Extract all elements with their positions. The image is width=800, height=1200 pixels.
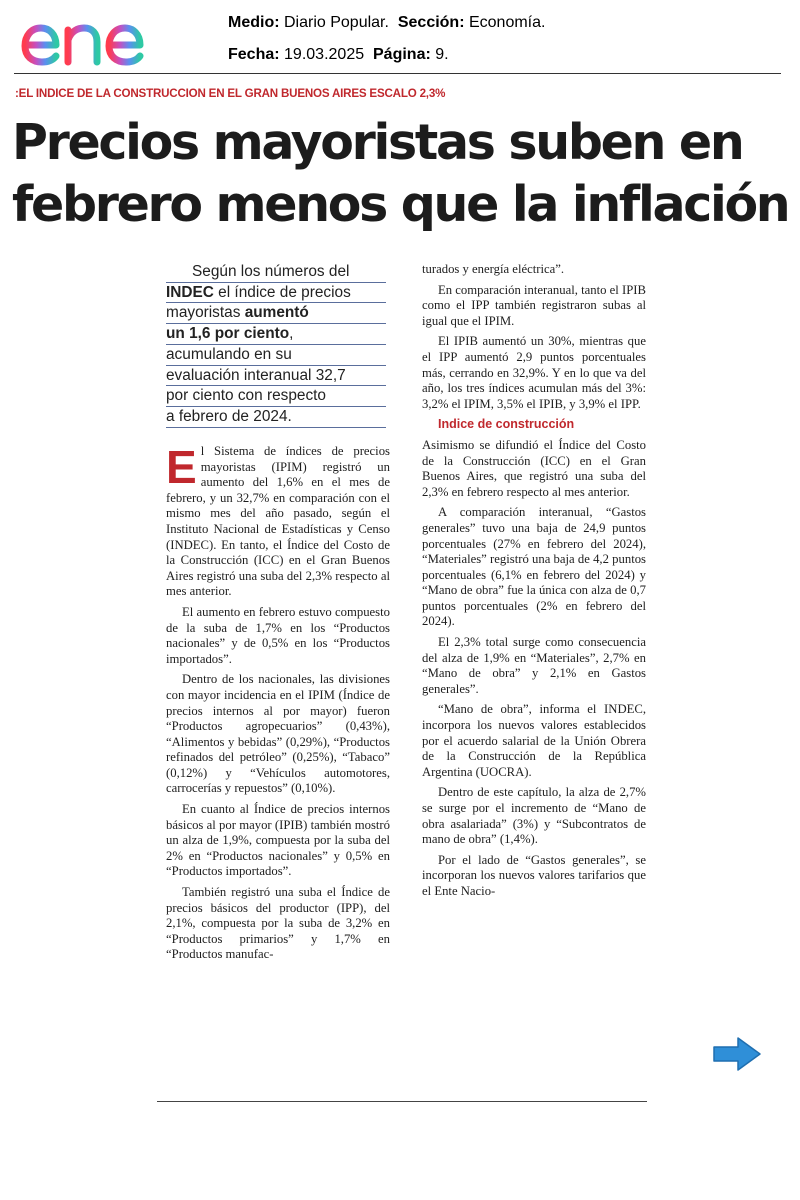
fecha-value: 19.03.2025 <box>284 46 365 63</box>
lead-line <box>166 303 386 324</box>
meta-line-2 <box>228 45 449 65</box>
paragraph <box>166 441 390 600</box>
paragraph: El 2,3% total surge como consecuencia del alza de 1,9% en “Materiales”, 2,7% en “Mano de obra” y 2,1% en Gastos generales”. <box>422 635 646 696</box>
medio-value: Diario Popular. <box>284 14 389 31</box>
seccion-value: Economía. <box>468 14 546 31</box>
paragraph: turados y energía eléctrica”. <box>422 262 565 276</box>
lead-line: acumulando en su <box>166 345 386 366</box>
lead-line <box>166 324 386 345</box>
paragraph-text: l Sistema de índices de precios mayoristas (IPIM) registró un aumento del 1,6% en el mes de febrero, y un 32,7% en comparación con el mismo mes del año pasado, según el Instituto Nacional de Estadísticas y Censo (INDEC). En tanto, el Índice del Costo de la Construcción (ICC) en el Gran Buenos Aires registró una suba del 2,3% respecto al mes anterior. <box>166 444 390 599</box>
pagina-value: 9. <box>435 46 449 63</box>
paragraph: Asimismo se difundió el Índice del Costo de la Construcción (ICC) en el Gran Buenos Aires, que registró una suba del 2,3% en febrero respecto al mes anterior. <box>422 437 646 499</box>
paragraph: El IPIB aumentó un 30%, mientras que el IPP aumentó 2,9 puntos porcentuales más, cerrando en 32,9%. Y en lo que va del año, los tres índices acumulan más del 3%: 3,2% el IPIM, 3,5% el IPIB, y 3,9% el IPP. <box>422 334 646 411</box>
footer-divider <box>157 1101 647 1102</box>
lead-bold: un 1,6 por ciento <box>166 325 290 343</box>
lead-line: por ciento con respecto <box>166 386 386 407</box>
paragraph: Por el lado de “Gastos generales”, se incorporan los nuevos valores tarifarios que el Ente Nacio- <box>422 852 646 898</box>
lead-line: a febrero de 2024. <box>166 407 386 428</box>
meta-line-1 <box>228 13 545 33</box>
section-subhead: Indice de construcción <box>438 417 575 432</box>
article-lead <box>166 262 386 428</box>
seccion-label: Sección: <box>397 14 465 31</box>
article-column-2 <box>422 262 646 905</box>
headline-line-2: febrero menos que la inflación <box>12 176 789 233</box>
dropcap: E <box>166 441 197 493</box>
paragraph: A comparación interanual, “Gastos generales” tuvo una baja de 24,9 puntos porcentuales (27% en febrero del 2024), “Materiales” registró una baja de 4,2 puntos porcentuales (6,1% en febrero del 2024) y “Mano de obra” fue la única con alza de 0,7 puntos porcentuales (2% en febrero del 2024). <box>422 505 646 629</box>
paragraph: El aumento en febrero estuvo compuesto de la suba de 1,7% en los “Productos nacionales” y de 0,5% en los “Productos importados”. <box>166 604 390 666</box>
lead-line: evaluación interanual 32,7 <box>166 366 386 387</box>
lead-line: Según los números del <box>166 262 386 283</box>
lead-line <box>166 283 386 304</box>
lead-text: el índice de precios <box>213 283 351 301</box>
lead-text: , <box>289 325 294 343</box>
header-divider <box>14 73 781 74</box>
paragraph: En comparación interanual, tanto el IPIB como el IPP también registraron subas al igual que el IPIM. <box>422 282 646 328</box>
article-headline <box>12 112 787 236</box>
paragraph: “Mano de obra”, informa el INDEC, incorpora los nuevos valores establecidos por el acuerdo salarial de la Unión Obrera de la Construcción de la República Argentina (UOCRA). <box>422 702 646 779</box>
paragraph: Dentro de este capítulo, la alza de 2,7% se surge por el incremento de “Mano de obra asalariada” (3%) y “Subcontratos de mano de obra” (1,4%). <box>422 785 646 847</box>
pagina-label: Página: <box>373 46 431 63</box>
arrow-right-icon[interactable] <box>712 1036 762 1072</box>
article-kicker: :EL INDICE DE LA CONSTRUCCION EN EL GRAN BUENOS AIRES ESCALO 2,3% <box>15 87 446 100</box>
paragraph: Dentro de los nacionales, las divisiones con mayor incidencia en el IPIM (Índice de precios internos al por mayor) fueron “Productos agropecuarios” (0,43%), “Alimentos y bebidas” (0,29%), “Productos refinados del petróleo” (0,25%), “Tabaco” (0,12%) y “Vehículos automotores, carrocerías y repuestos” (0,10%). <box>166 672 390 796</box>
paragraph: En cuanto al Índice de precios internos básicos al por mayor (IPIB) también mostró un alza de 1,9%, compuesta por la suba del 2% en “Productos nacionales” y 0,5% en “Productos importados”. <box>166 802 390 879</box>
fecha-label: Fecha: <box>228 46 280 63</box>
article-column-1 <box>166 441 390 968</box>
enel-logo <box>16 10 172 68</box>
lead-bold: aumentó <box>244 304 309 322</box>
medio-label: Medio: <box>228 14 280 31</box>
headline-line-1: Precios mayoristas suben en <box>12 114 743 171</box>
lead-text: mayoristas <box>166 304 245 322</box>
paragraph: También registró una suba el Índice de precios básicos del productor (IPP), del 2,1%, compuesta por la suba de 3,2% en “Productos primarios” y 1,7% en “Productos manufac- <box>166 885 390 962</box>
lead-bold: INDEC <box>166 283 214 301</box>
